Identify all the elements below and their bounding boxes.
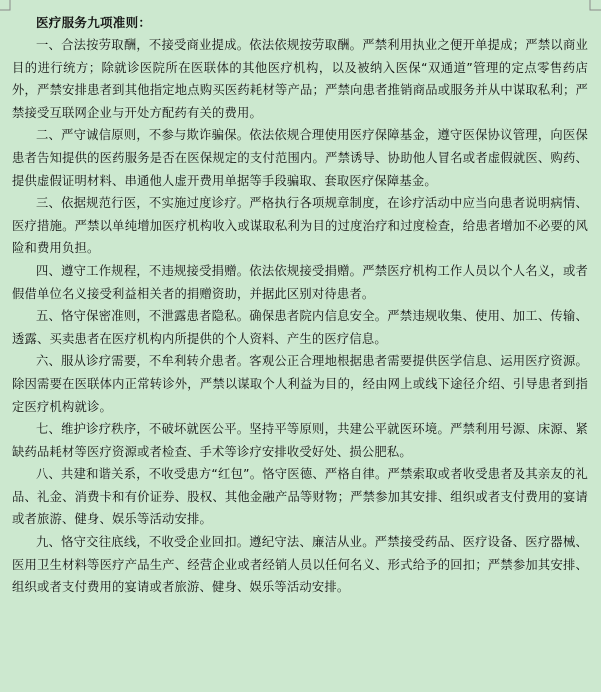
paragraph-4: 四、遵守工作规程，不违规接受捐赠。依法依规接受捐赠。严禁医疗机构工作人员以个人名义，或者假借单位名义接受利益相关者的捐赠资助，并据此区别对待患者。 xyxy=(12,263,588,301)
paragraph-8: 八、共建和谐关系，不收受患方“红包”。恪守医德、严格自律。严禁索取或者收受患者及其亲友的礼品、礼金、消费卡和有价证券、股权、其他金融产品等财物；严禁参加其安排、组织或者支付费用的宴请或者旅游、健身、娱乐等活动安排。 xyxy=(12,467,588,527)
paragraph-5: 五、恪守保密准则，不泄露患者隐私。确保患者院内信息安全。严禁违规收集、使用、加工、传输、透露、买卖患者在医疗机构内所提供的个人资料、产生的医疗信息。 xyxy=(12,309,588,346)
paragraph-3: 三、依据规范行医，不实施过度诊疗。严格执行各项规章制度，在诊疗活动中应当向患者说明病情、医疗措施。严禁以单纯增加医疗机构收入或谋取私利为目的过度治疗和过度检查，给患者增加不必要的风险和费用负担。 xyxy=(12,196,588,256)
paragraph-2: 二、严守诚信原则，不参与欺诈骗保。依法依规合理使用医疗保障基金，遵守医保协议管理，向医保患者告知提供的医药服务是否在医保规定的支付范围内。严禁诱导、协助他人冒名或者虚假就医、购药、提供虚假证明材料、串通他人虚开费用单据等手段骗取、套取医疗保障基金。 xyxy=(12,128,588,188)
paragraph-1: 一、合法按劳取酬，不接受商业提成。依法依规按劳取酬。严禁利用执业之便开单提成；严禁以商业目的进行统方；除就诊医院所在医联体的其他医疗机构，以及被纳入医保“双通道”管理的定点零售药店外，严禁安排患者到其他指定地点购买医药耗材等产品；严禁向患者推销商品或服务并从中谋取私利；严禁接受互联网企业与开处方配药有关的费用。 xyxy=(12,38,588,120)
document-page xyxy=(12,12,588,599)
paragraph-9: 九、恪守交往底线，不收受企业回扣。遵纪守法、廉洁从业。严禁接受药品、医疗设备、医疗器械、医用卫生材料等医疗产品生产、经营企业或者经销人员以任何名义、形式给予的回扣；严禁参加其安排、组织或者支付费用的宴请或者旅游、健身、娱乐等活动安排。 xyxy=(12,535,588,595)
paragraph-6: 六、服从诊疗需要，不牟利转介患者。客观公正合理地根据患者需要提供医学信息、运用医疗资源。除因需要在医联体内正常转诊外，严禁以谋取个人利益为目的，经由网上或线下途径介绍、引导患者到指定医疗机构就诊。 xyxy=(12,354,588,414)
paragraph-7: 七、维护诊疗秩序，不破坏就医公平。坚持平等原则，共建公平就医环境。严禁利用号源、床源、紧缺药品耗材等医疗资源或者检查、手术等诊疗安排收受好处、损公肥私。 xyxy=(12,422,588,459)
document-title: 医疗服务九项准则： xyxy=(36,15,152,30)
